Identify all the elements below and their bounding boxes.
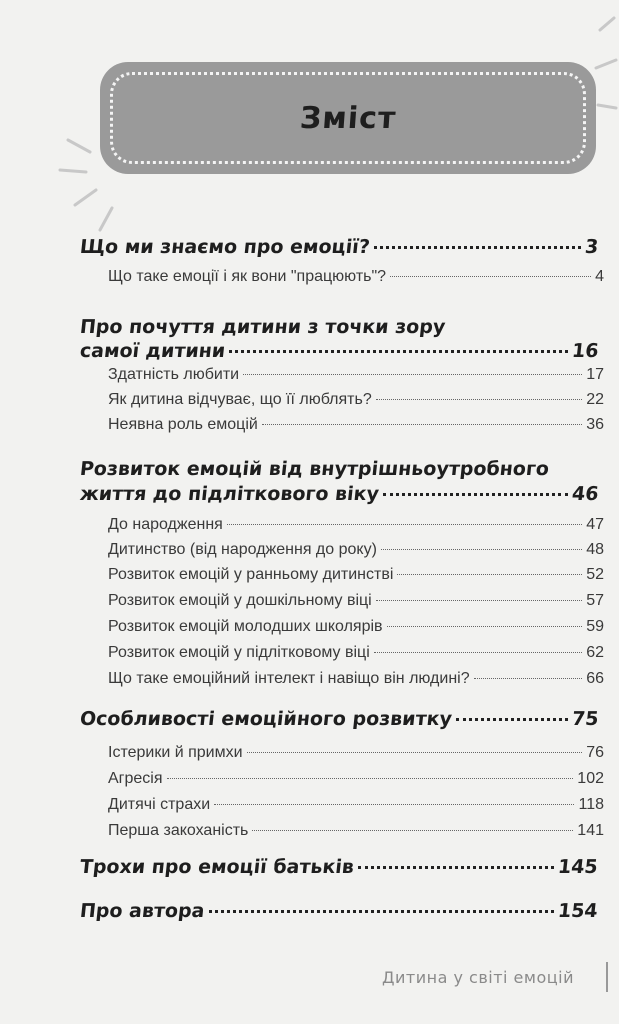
toc-item[interactable] [108, 644, 604, 662]
toc-item-page: 47 [586, 516, 604, 533]
toc-item-title: Перша закоханість [108, 822, 249, 839]
toc-leader [390, 276, 591, 277]
toc-section[interactable] [80, 856, 598, 878]
toc-item-page: 17 [586, 366, 604, 383]
toc-leader [252, 830, 573, 831]
toc-item-page: 118 [578, 796, 604, 813]
toc-item[interactable] [108, 770, 604, 788]
toc-section-page: 145 [557, 856, 600, 878]
toc-leader [243, 374, 582, 375]
toc-item-title: Агресія [108, 770, 163, 787]
toc-item-title: Розвиток емоцій у ранньому дитинстві [108, 566, 394, 583]
toc-leader [387, 626, 583, 627]
toc-item-title: Як дитина відчуває, що її люблять? [108, 391, 372, 408]
toc-section[interactable] [80, 708, 598, 730]
toc-section-title: самої дитини [78, 340, 227, 362]
toc-item-page: 22 [586, 391, 604, 408]
footer-divider [606, 962, 608, 992]
toc-item[interactable] [108, 268, 604, 286]
toc-item-title: Розвиток емоцій у підлітковому віці [108, 644, 370, 661]
toc-leader [374, 246, 581, 249]
toc-leader [474, 678, 583, 679]
toc-item-title: Що таке емоції і як вони "працюють"? [108, 268, 387, 285]
toc-item[interactable] [108, 744, 604, 762]
toc-section-title-line[interactable]: Про почуття дитини з точки зору [78, 316, 447, 338]
toc-item[interactable] [108, 416, 604, 434]
toc-section[interactable] [80, 900, 598, 922]
toc-item-page: 76 [586, 744, 604, 761]
toc-item-page: 66 [586, 670, 604, 687]
toc-section-title: життя до підліткового віку [78, 483, 381, 505]
toc-section[interactable] [80, 236, 598, 258]
toc-item[interactable] [108, 391, 604, 409]
toc-section-page: 154 [557, 900, 600, 922]
toc-item-title: Розвиток емоцій молодших школярів [108, 618, 383, 635]
toc-item-page: 48 [586, 541, 604, 558]
toc-leader [227, 524, 582, 525]
toc-item-title: Дитячі страхи [108, 796, 211, 813]
toc-section[interactable] [80, 340, 598, 362]
toc-item-page: 52 [586, 566, 604, 583]
toc-item[interactable] [108, 822, 604, 840]
toc-item[interactable] [108, 592, 604, 610]
toc-item[interactable] [108, 516, 604, 534]
toc-item[interactable] [108, 670, 604, 688]
toc-item-page: 57 [586, 592, 604, 609]
toc-item[interactable] [108, 796, 604, 814]
toc-section-title: Особливості емоційного розвитку [78, 708, 454, 730]
toc-item-page: 4 [595, 268, 604, 285]
toc-item-page: 62 [586, 644, 604, 661]
toc-leader [358, 866, 554, 869]
toc-section-title: Що ми знаємо про емоції? [78, 236, 371, 258]
toc-item-title: Неявна роль емоцій [108, 416, 258, 433]
toc-item-title: Здатність любити [108, 366, 240, 383]
toc-item[interactable] [108, 618, 604, 636]
toc-item-title: До народження [108, 516, 223, 533]
toc-leader [167, 778, 574, 779]
toc-leader [456, 718, 568, 721]
toc-section[interactable] [80, 483, 598, 505]
toc-leader [383, 493, 568, 496]
toc-item-page: 59 [586, 618, 604, 635]
toc-item-title: Розвиток емоцій у дошкільному віці [108, 592, 372, 609]
toc-leader [397, 574, 582, 575]
toc-leader [209, 910, 555, 913]
toc-leader [376, 399, 582, 400]
toc-item[interactable] [108, 566, 604, 584]
toc-item[interactable] [108, 366, 604, 384]
running-footer: Дитина у світі емоцій [382, 968, 574, 987]
toc-item-page: 36 [586, 416, 604, 433]
toc-section-page: 75 [570, 708, 600, 730]
toc-leader [262, 424, 582, 425]
toc-section-page: 3 [583, 236, 600, 258]
page-title: Зміст [298, 100, 398, 136]
toc-leader [374, 652, 582, 653]
toc-item-title: Істерики й примхи [108, 744, 243, 761]
toc-item[interactable] [108, 541, 604, 559]
toc-leader [247, 752, 583, 753]
toc-leader [381, 549, 582, 550]
toc-section-page: 46 [570, 483, 600, 505]
toc-section-title: Про автора [78, 900, 206, 922]
toc-item-page: 102 [577, 770, 604, 787]
toc-leader [214, 804, 574, 805]
toc-section-title-line[interactable]: Розвиток емоцій від внутрішньоутробного [78, 458, 551, 480]
toc-leader [229, 350, 567, 353]
toc-section-page: 16 [570, 340, 600, 362]
toc-item-title: Що таке емоційний інтелект і навіщо він людині? [108, 670, 470, 687]
toc-leader [376, 600, 582, 601]
toc-item-title: Дитинство (від народження до року) [108, 541, 377, 558]
toc-item-page: 141 [577, 822, 604, 839]
toc-section-title: Трохи про емоції батьків [78, 856, 356, 878]
